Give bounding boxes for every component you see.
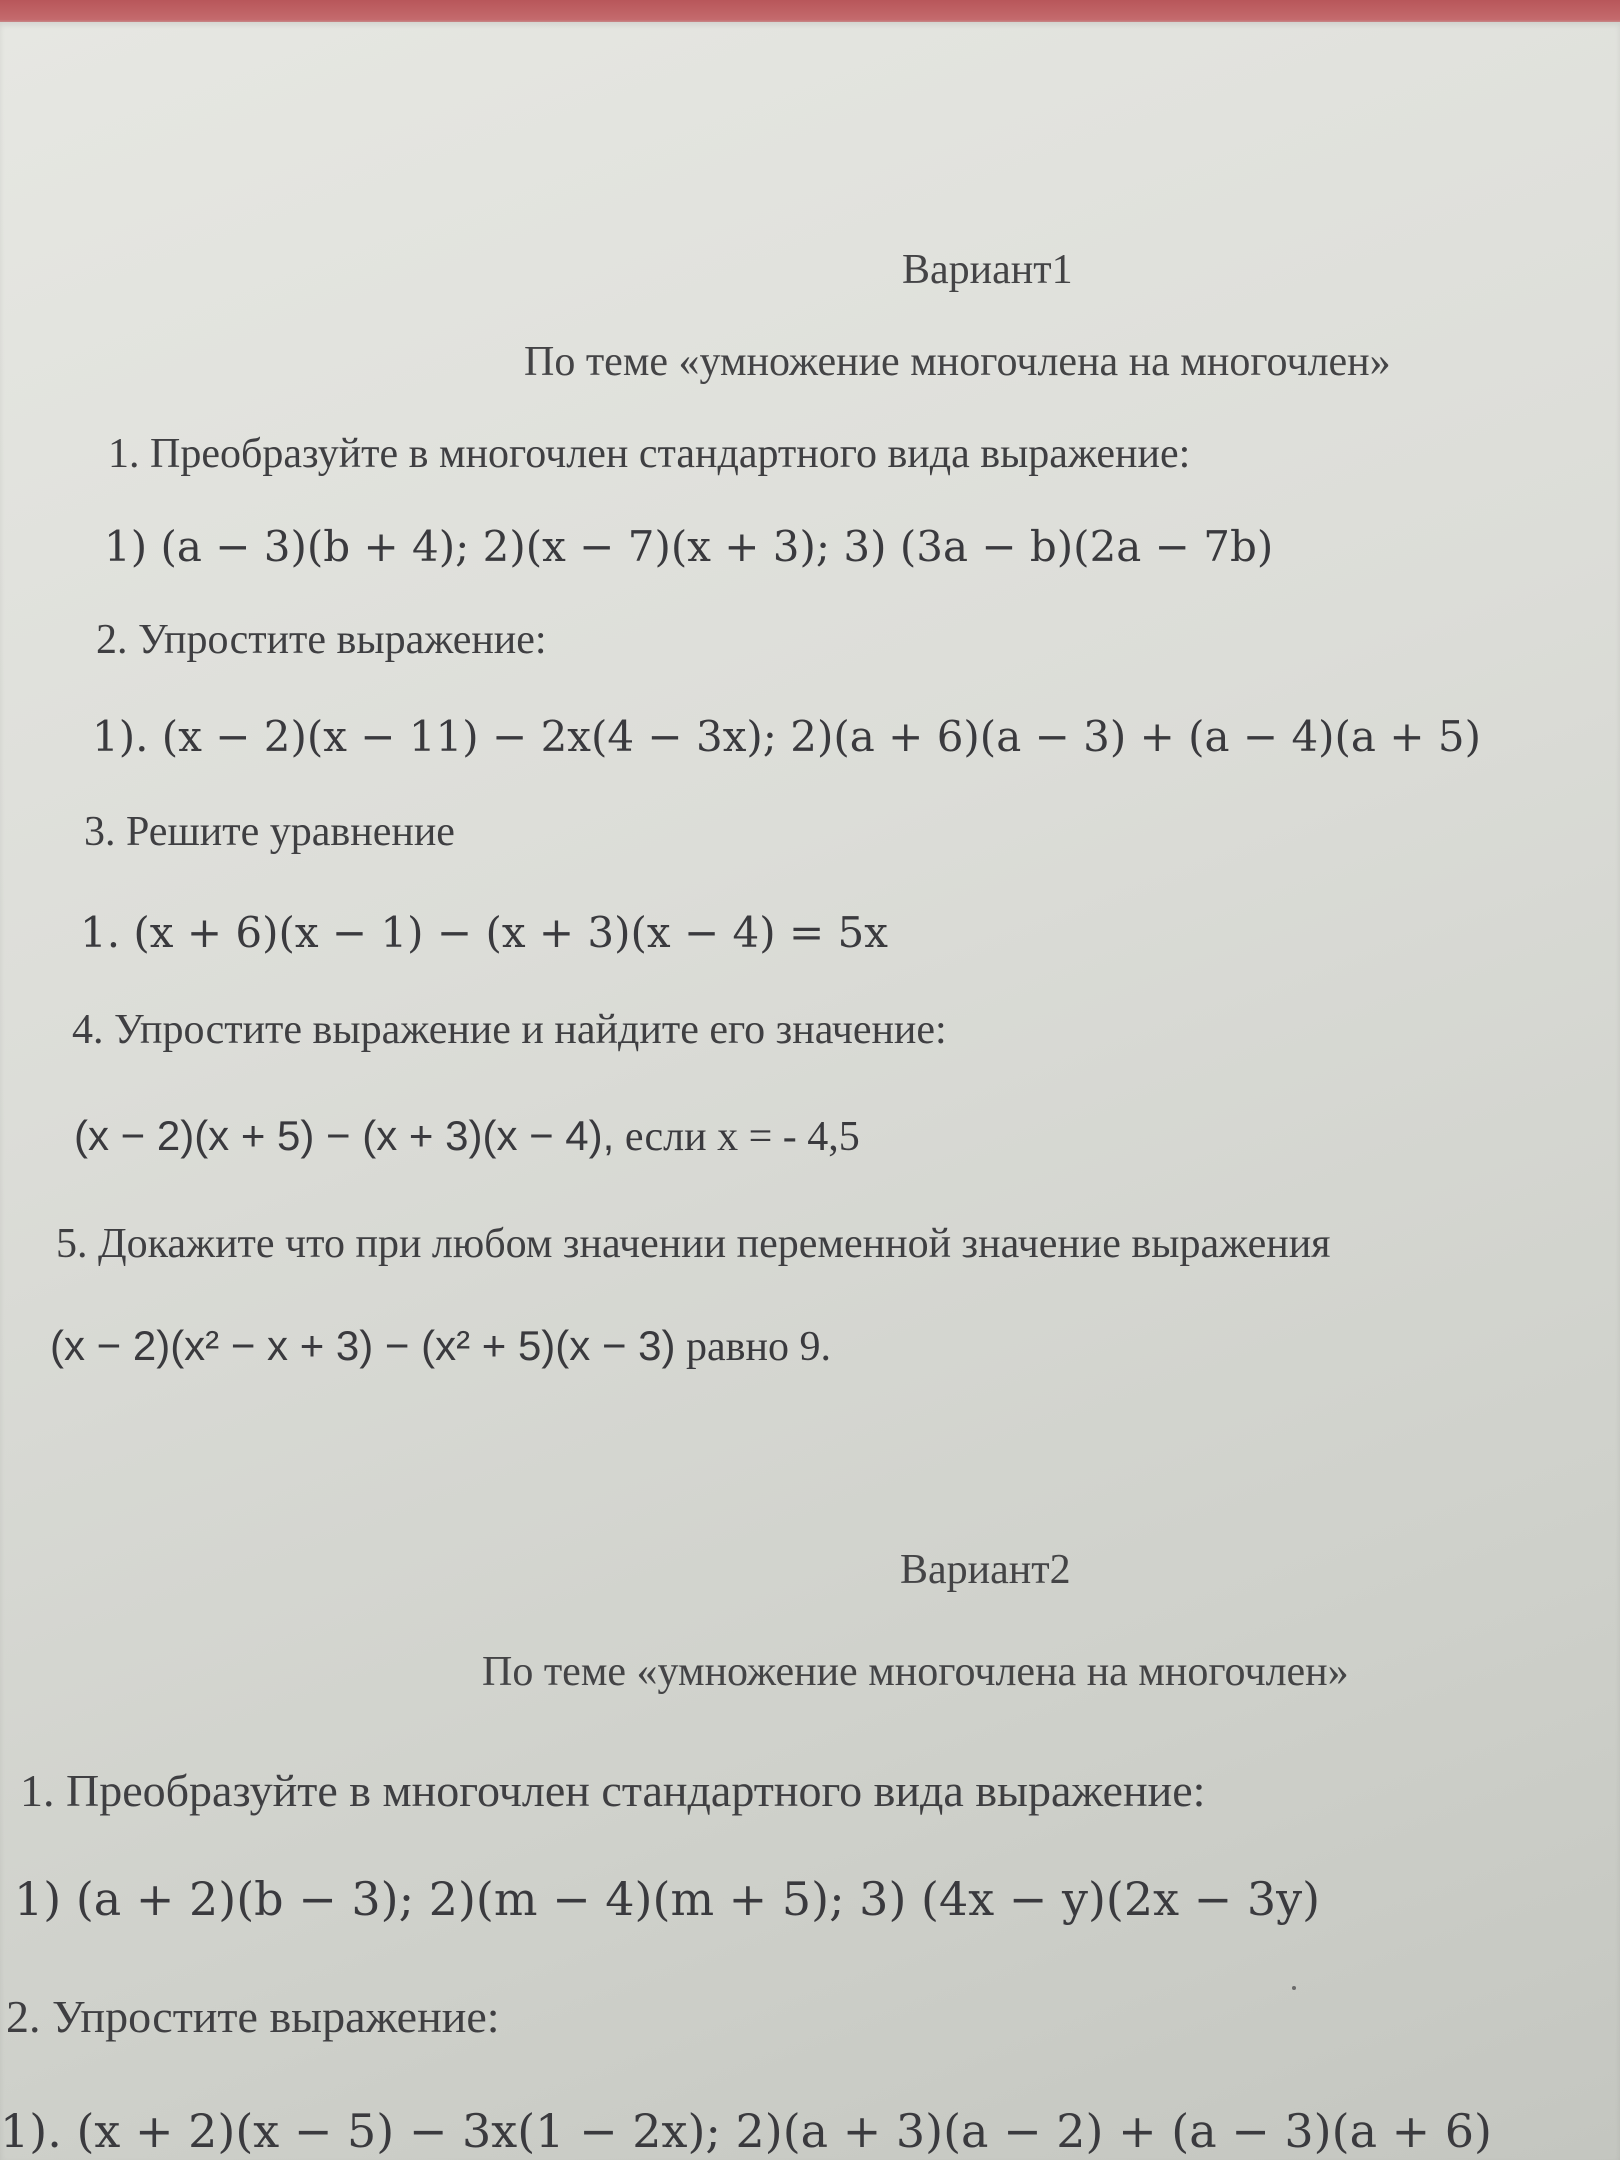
v1-task5-text: 5. Докажите что при любом значении переменной значение выражения [56, 1221, 1331, 1267]
v1-task3-expressions: 1. (x + 6)(x − 1) − (x + 3)(x − 4) = 5x [80, 908, 888, 957]
v2-task2-expressions: 1). (x + 2)(x − 5) − 3x(1 − 2x); 2)(a + 3)(a − 2) + (a − 3)(a + 6) [0, 2104, 1492, 2158]
v1-task1-text: 1. Преобразуйте в многочлен стандартного вида выражение: [108, 431, 1191, 477]
v1-task4-expression: (x − 2)(x + 5) − (x + 3)(x − 4), [74, 1112, 615, 1159]
v1-task4-line [74, 1112, 860, 1161]
variant2-title: Вариант2 [900, 1547, 1071, 1593]
v2-task1-text: 1. Преобразуйте в многочлен стандартного вида выражение: [20, 1765, 1206, 1816]
paper-speck [1292, 1986, 1296, 1990]
variant1-title: Вариант1 [902, 247, 1073, 293]
v1-task5-conclusion: равно 9. [675, 1324, 831, 1370]
v2-task1-expressions: 1) (a + 2)(b − 3); 2)(m − 4)(m + 5); 3) (4x − y)(2x − 3y) [14, 1872, 1321, 1926]
v1-task2-expressions: 1). (x − 2)(x − 11) − 2x(4 − 3x); 2)(a + 6)(a − 3) + (a − 4)(a + 5) [92, 712, 1481, 761]
v1-task4-condition: если x = - 4,5 [614, 1114, 860, 1160]
v1-task5-expression: (x − 2)(x² − x + 3) − (x² + 5)(x − 3) [50, 1322, 676, 1369]
v1-task4-text: 4. Упростите выражение и найдите его значение: [72, 1007, 947, 1053]
variant2-topic: По теме «умножение многочлена на многочлен» [482, 1649, 1349, 1695]
v1-task3-text: 3. Решите уравнение [84, 809, 455, 855]
v1-task2-text: 2. Упростите выражение: [96, 617, 547, 663]
variant1-topic: По теме «умножение многочлена на многочлен» [524, 339, 1391, 385]
v2-task2-text: 2. Упростите выражение: [6, 1991, 500, 2042]
v1-task1-expressions: 1) (a − 3)(b + 4); 2)(x − 7)(x + 3); 3) (3a − b)(2a − 7b) [104, 522, 1274, 571]
v1-task5-line [50, 1322, 831, 1371]
